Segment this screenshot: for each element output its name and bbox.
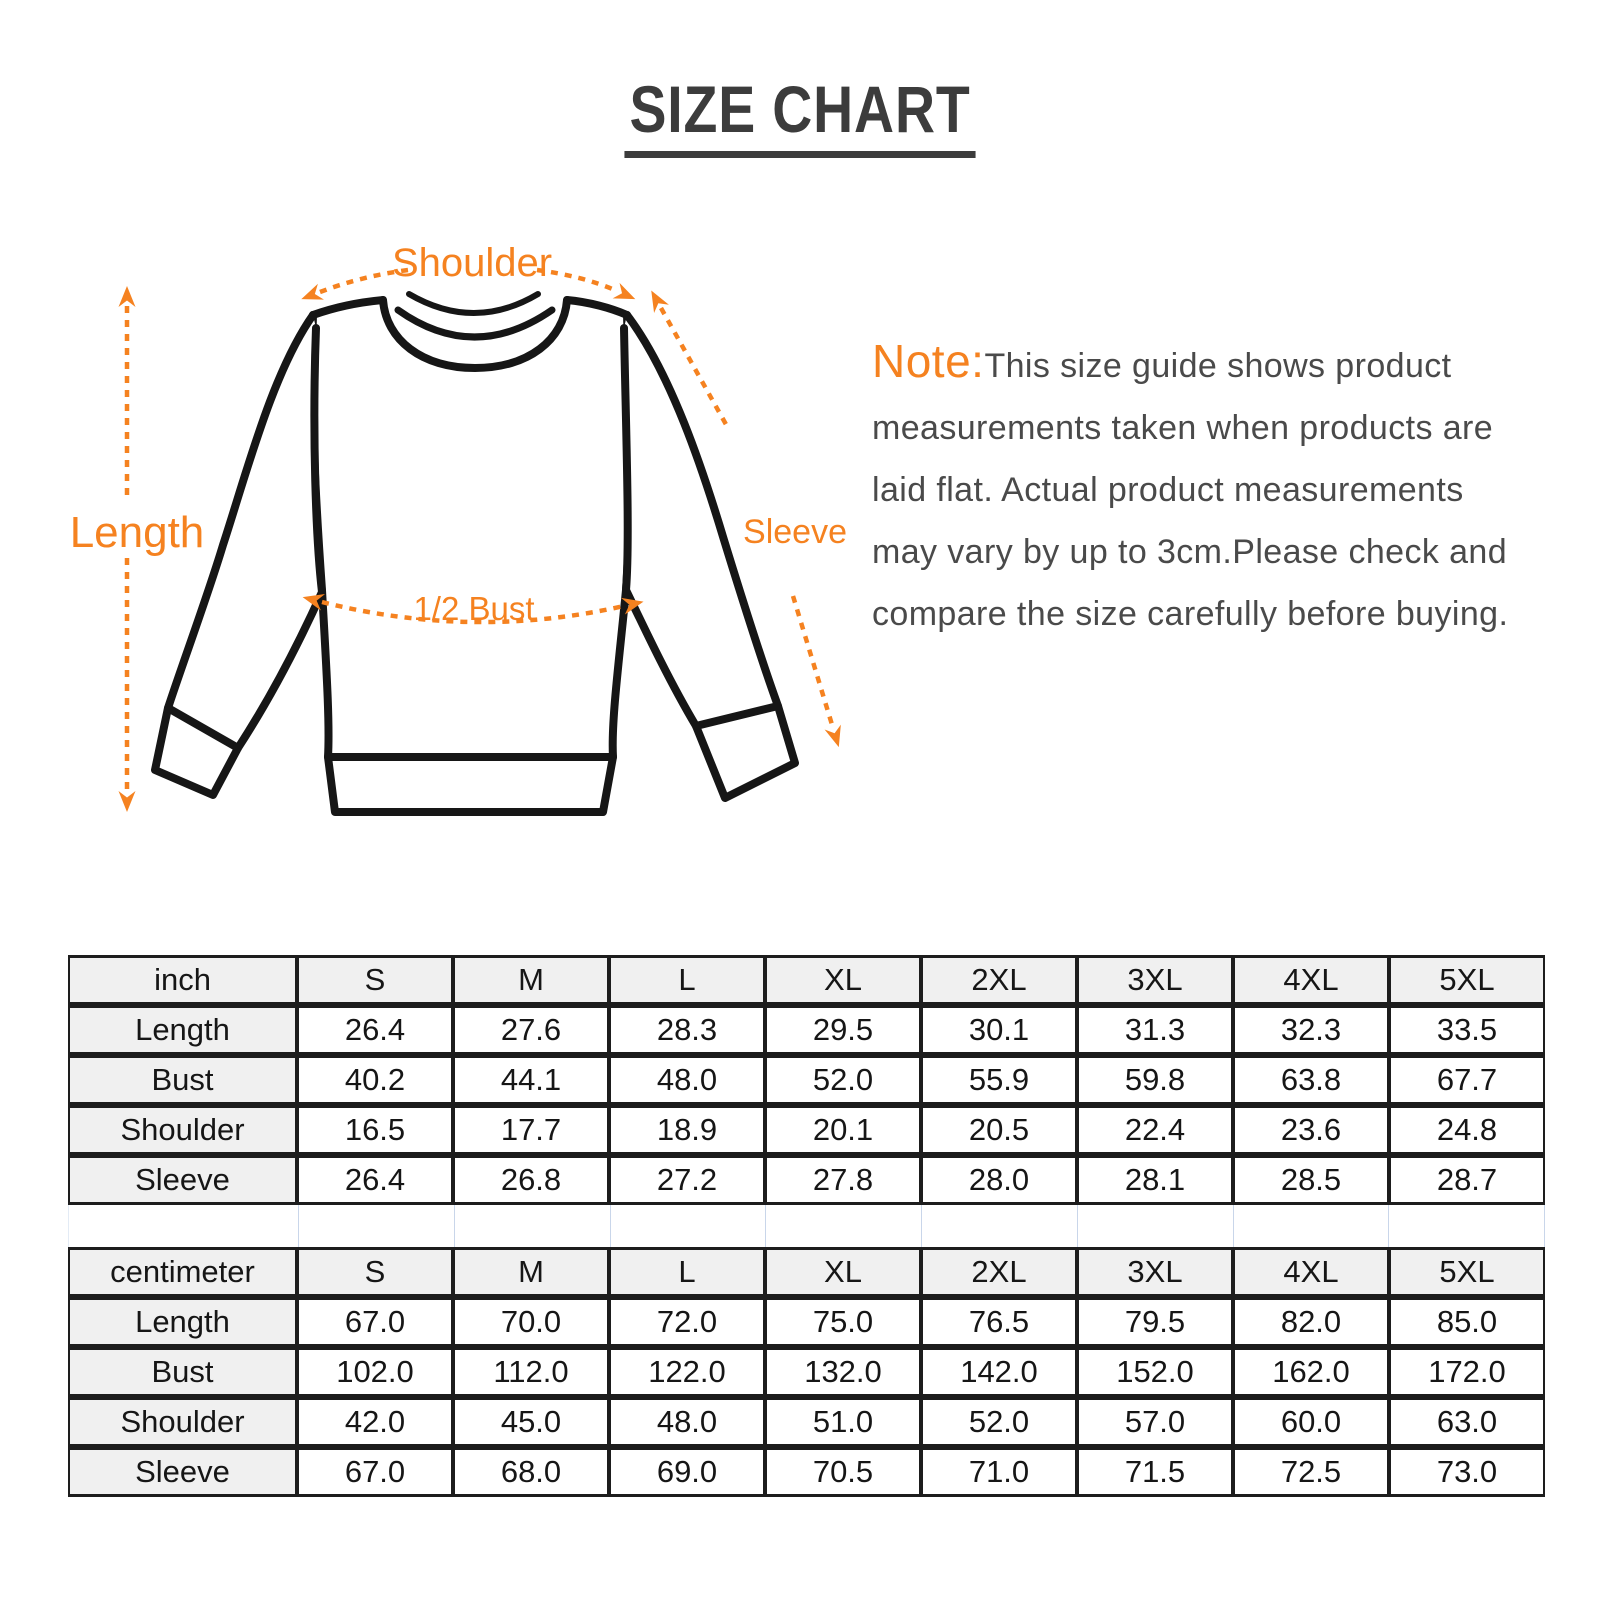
value-cell: 26.4	[297, 1005, 453, 1055]
value-cell: 52.0	[921, 1397, 1077, 1447]
value-cell: 122.0	[609, 1347, 765, 1397]
row-label-cell: Shoulder	[68, 1105, 297, 1155]
size-header-cell: 5XL	[1389, 1247, 1545, 1297]
value-cell: 70.5	[765, 1447, 921, 1497]
gap-cell	[1234, 1205, 1390, 1247]
note-text: This size guide shows product	[984, 347, 1452, 385]
table-row	[68, 1347, 1545, 1397]
row-label-cell: Bust	[68, 1347, 297, 1397]
value-cell: 69.0	[609, 1447, 765, 1497]
value-cell: 30.1	[921, 1005, 1077, 1055]
value-cell: 45.0	[453, 1397, 609, 1447]
value-cell: 20.5	[921, 1105, 1077, 1155]
size-header-cell: 4XL	[1233, 955, 1389, 1005]
value-cell: 27.2	[609, 1155, 765, 1205]
value-cell: 48.0	[609, 1055, 765, 1105]
value-cell: 23.6	[1233, 1105, 1389, 1155]
value-cell: 102.0	[297, 1347, 453, 1397]
value-cell: 132.0	[765, 1347, 921, 1397]
size-header-cell: 2XL	[921, 955, 1077, 1005]
size-header-cell: XL	[765, 1247, 921, 1297]
size-header-cell: S	[297, 1247, 453, 1297]
sleeve-arrow-lower	[793, 596, 833, 728]
unit-header-cell: centimeter	[68, 1247, 297, 1297]
size-header-cell: M	[453, 1247, 609, 1297]
table-row	[68, 1105, 1545, 1155]
value-cell: 85.0	[1389, 1297, 1545, 1347]
size-header-cell: S	[297, 955, 453, 1005]
value-cell: 26.8	[453, 1155, 609, 1205]
value-cell: 68.0	[453, 1447, 609, 1497]
value-cell: 82.0	[1233, 1297, 1389, 1347]
value-cell: 17.7	[453, 1105, 609, 1155]
note-block	[872, 330, 1552, 645]
value-cell: 60.0	[1233, 1397, 1389, 1447]
row-label-cell: Shoulder	[68, 1397, 297, 1447]
gap-cell	[922, 1205, 1078, 1247]
value-cell: 29.5	[765, 1005, 921, 1055]
size-header-cell: L	[609, 955, 765, 1005]
value-cell: 28.5	[1233, 1155, 1389, 1205]
value-cell: 48.0	[609, 1397, 765, 1447]
value-cell: 22.4	[1077, 1105, 1233, 1155]
sweatshirt-body	[312, 315, 629, 812]
value-cell: 70.0	[453, 1297, 609, 1347]
value-cell: 16.5	[297, 1105, 453, 1155]
value-cell: 26.4	[297, 1155, 453, 1205]
size-header-cell: 3XL	[1077, 1247, 1233, 1297]
value-cell: 75.0	[765, 1297, 921, 1347]
value-cell: 28.7	[1389, 1155, 1545, 1205]
note-line: measurements taken when products are	[872, 409, 1494, 447]
gap-cell	[766, 1205, 922, 1247]
note-line: laid flat. Actual product measurements	[872, 471, 1464, 509]
page-title: SIZE CHART	[624, 76, 975, 158]
value-cell: 142.0	[921, 1347, 1077, 1397]
value-cell: 72.5	[1233, 1447, 1389, 1497]
note-line: may vary by up to 3cm.Please check and	[872, 533, 1508, 571]
value-cell: 40.2	[297, 1055, 453, 1105]
gap-cell	[299, 1205, 455, 1247]
value-cell: 67.7	[1389, 1055, 1545, 1105]
value-cell: 72.0	[609, 1297, 765, 1347]
value-cell: 31.3	[1077, 1005, 1233, 1055]
size-header-cell: 2XL	[921, 1247, 1077, 1297]
value-cell: 63.8	[1233, 1055, 1389, 1105]
table-row	[68, 1155, 1545, 1205]
value-cell: 27.6	[453, 1005, 609, 1055]
value-cell: 28.0	[921, 1155, 1077, 1205]
shoulder-label: Shoulder	[391, 241, 553, 285]
gap-cell	[68, 1205, 299, 1247]
value-cell: 51.0	[765, 1397, 921, 1447]
gap-cell	[1078, 1205, 1234, 1247]
size-table-centimeter	[68, 1247, 1545, 1497]
unit-header-cell: inch	[68, 955, 297, 1005]
value-cell: 24.8	[1389, 1105, 1545, 1155]
value-cell: 42.0	[297, 1397, 453, 1447]
value-cell: 112.0	[453, 1347, 609, 1397]
value-cell: 67.0	[297, 1447, 453, 1497]
size-header-cell: 3XL	[1077, 955, 1233, 1005]
value-cell: 76.5	[921, 1297, 1077, 1347]
table-row	[68, 1005, 1545, 1055]
value-cell: 67.0	[297, 1297, 453, 1347]
sweatshirt-diagram	[60, 240, 900, 840]
gap-cell	[455, 1205, 611, 1247]
value-cell: 33.5	[1389, 1005, 1545, 1055]
value-cell: 59.8	[1077, 1055, 1233, 1105]
note-line	[872, 330, 1552, 397]
gap-cell	[1389, 1205, 1545, 1247]
size-header-row	[68, 955, 1545, 1005]
table-row	[68, 1297, 1545, 1347]
sleeve-label: Sleeve	[743, 513, 847, 551]
value-cell: 71.5	[1077, 1447, 1233, 1497]
value-cell: 55.9	[921, 1055, 1077, 1105]
value-cell: 20.1	[765, 1105, 921, 1155]
size-header-cell: 5XL	[1389, 955, 1545, 1005]
row-label-cell: Length	[68, 1005, 297, 1055]
value-cell: 32.3	[1233, 1005, 1389, 1055]
value-cell: 44.1	[453, 1055, 609, 1105]
value-cell: 71.0	[921, 1447, 1077, 1497]
value-cell: 63.0	[1389, 1397, 1545, 1447]
value-cell: 28.3	[609, 1005, 765, 1055]
value-cell: 152.0	[1077, 1347, 1233, 1397]
value-cell: 162.0	[1233, 1347, 1389, 1397]
table-row	[68, 1447, 1545, 1497]
row-label-cell: Sleeve	[68, 1155, 297, 1205]
size-header-cell: XL	[765, 955, 921, 1005]
length-label: Length	[69, 508, 205, 557]
value-cell: 73.0	[1389, 1447, 1545, 1497]
row-label-cell: Sleeve	[68, 1447, 297, 1497]
size-header-row	[68, 1247, 1545, 1297]
shoulder-edge-left	[313, 300, 383, 315]
value-cell: 52.0	[765, 1055, 921, 1105]
value-cell: 79.5	[1077, 1297, 1233, 1347]
shoulder-edge-right	[567, 300, 627, 315]
size-header-cell: M	[453, 955, 609, 1005]
size-header-cell: L	[609, 1247, 765, 1297]
row-label-cell: Length	[68, 1297, 297, 1347]
value-cell: 172.0	[1389, 1347, 1545, 1397]
table-row	[68, 1397, 1545, 1447]
value-cell: 57.0	[1077, 1397, 1233, 1447]
value-cell: 27.8	[765, 1155, 921, 1205]
size-table-inch	[68, 955, 1545, 1205]
value-cell: 28.1	[1077, 1155, 1233, 1205]
table-row	[68, 1055, 1545, 1105]
note-prefix: Note:	[872, 335, 985, 387]
bust-label: 1/2 Bust	[413, 590, 535, 627]
row-label-cell: Bust	[68, 1055, 297, 1105]
size-header-cell: 4XL	[1233, 1247, 1389, 1297]
note-line: compare the size carefully before buying.	[872, 595, 1509, 633]
table-gap-grid	[68, 1205, 1545, 1247]
gap-cell	[611, 1205, 767, 1247]
value-cell: 18.9	[609, 1105, 765, 1155]
